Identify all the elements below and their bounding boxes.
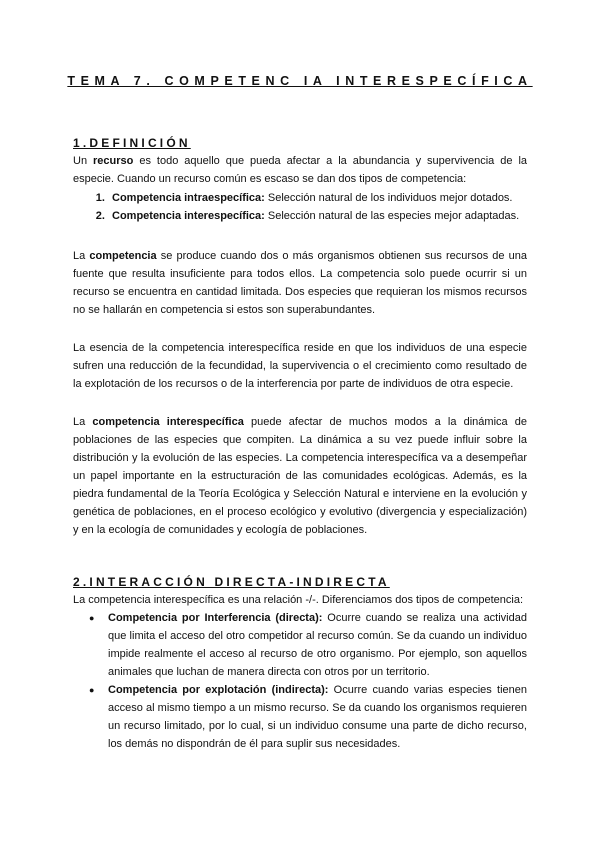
text: Selección natural de las especies mejor adaptadas.: [264, 210, 520, 222]
text: puede afectar de muchos modos a la dinámica de poblaciones de las especies que compiten. La dinámica a su vez puede influir sobre la distribución y la evolución de las especies. La competencia interespecífica va a desempeñar un papel importante en la estructuración de las comunidades ecológicas. Además, es la piedra fundamental de la Teoría Ecológica y Selección Natural e interviene en la evolución y genética de poblaciones, en el proceso ecológico y evolutivo (divergencia y especialización) y en la ecología de comunidades y ecología de poblaciones.: [73, 416, 528, 536]
document-title: TEMA 7. COMPETENC IA INTERESPECÍFICA: [67, 74, 533, 88]
paragraph: La esencia de la competencia interespecífica reside en que los individuos de una especie sufren una reducción de la fecundidad, la supervivencia o el crecimiento como resultado de la explotación de los recursos o de la interferencia por parte de individuos de otra especie.: [73, 342, 527, 390]
bold-term: competencia interespecífica: [92, 416, 244, 428]
bullet-list: [73, 609, 527, 753]
section-definicion: [73, 134, 527, 539]
numbered-list: [73, 189, 527, 225]
list-item: [89, 681, 528, 753]
paragraph: La competencia interespecífica es una relación -/-. Diferenciamos dos tipos de competencia:: [73, 594, 524, 606]
bold-term: Competencia por Interferencia (directa):: [108, 612, 323, 624]
text: es todo aquello que pueda afectar a la abundancia y supervivencia de la especie. Cuando un recurso común es escaso se dan dos tipos de competencia:: [73, 155, 528, 185]
bullet-icon: ●: [89, 613, 95, 623]
text: La: [73, 416, 93, 428]
text: Ocurre cuando varias especies tienen acceso al mismo tiempo a un mismo recurso. Se da cuando los organismos requieren un recurso limitado, por lo cual, si un individuo consume una parte de dicho recurso, los demás no dispondrán de él para suplir sus necesidades.: [108, 684, 528, 750]
paragraph: [73, 247, 527, 319]
section-heading: 1.DEFINICIÓN: [73, 136, 191, 150]
list-item: [108, 189, 527, 207]
list-item: [89, 609, 527, 681]
text: La: [73, 250, 90, 262]
section-interaccion: [73, 573, 527, 753]
section-heading: 2.INTERACCIÓN DIRECTA-INDIRECTA: [73, 575, 390, 589]
bold-term: Competencia interespecífica:: [112, 210, 265, 222]
bold-term: recurso: [93, 155, 134, 167]
text: Selección natural de los individuos mejor dotados.: [264, 192, 513, 204]
text: Un: [73, 155, 94, 167]
bold-term: Competencia por explotación (indirecta):: [108, 684, 329, 696]
text: se produce cuando dos o más organismos obtienen sus recursos de una fuente que resulta insuficiente para todos ellos. La competencia solo puede ocurrir si un recurso se encuentra en cantidad limitada. Dos especies que requieran los mismos recursos no se hallarán en competencia si estos son superabundantes.: [73, 250, 528, 316]
bold-term: competencia: [89, 250, 157, 262]
paragraph: [73, 413, 527, 539]
bold-term: Competencia intraespecífica:: [112, 192, 265, 204]
text: Ocurre cuando se realiza una actividad que limita el acceso del otro competidor al recurso común. Se da cuando un individuo impide realmente el acceso al recurso de otro organismo. Por ejemplo, son aquellos animales que luchan de manera directa con otros por un territorio.: [108, 612, 527, 678]
list-item: [108, 207, 527, 225]
bullet-icon: ●: [89, 685, 95, 695]
paragraph: [73, 152, 527, 188]
